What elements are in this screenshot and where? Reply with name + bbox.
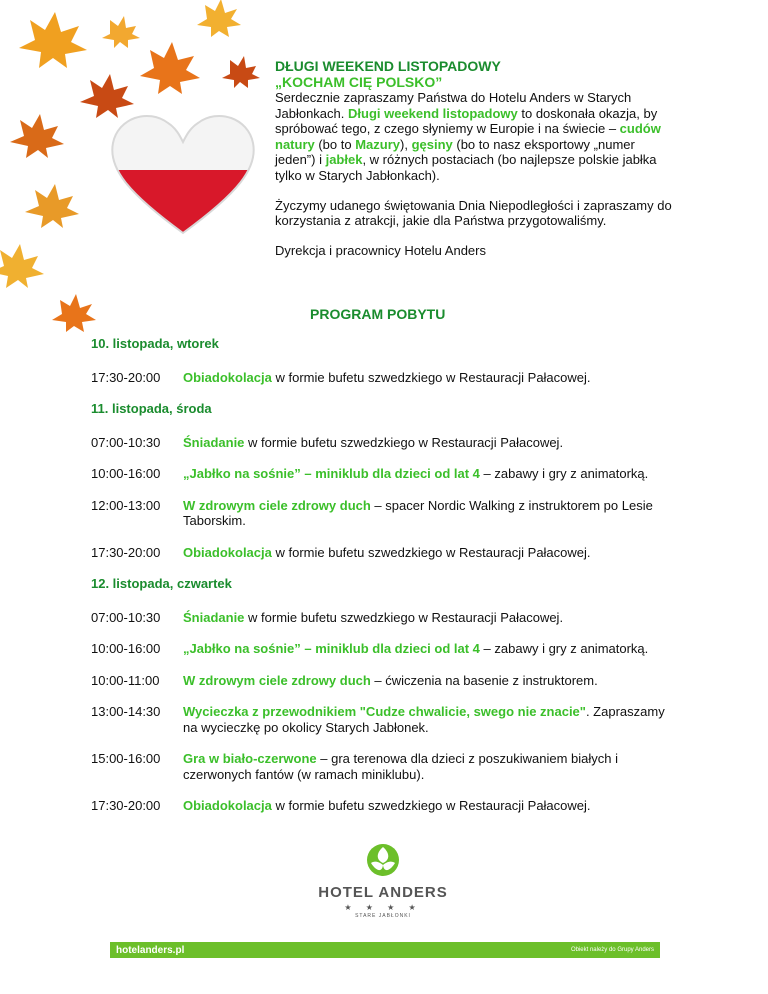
schedule-row <box>91 466 671 482</box>
schedule-row <box>91 751 671 782</box>
schedule-row <box>91 673 671 689</box>
intro-highlight: Długi weekend listopadowy <box>348 105 518 121</box>
activity-name: Obiadokolacja <box>183 798 272 813</box>
activity-description <box>183 370 671 386</box>
activity-description <box>183 435 671 451</box>
schedule-row <box>91 498 671 529</box>
activity-name: Obiadokolacja <box>183 369 272 385</box>
activity-name: Gra w biało-czerwone <box>183 751 317 766</box>
activity-details: – gra terenowa dla dzieci z poszukiwaniem białych i czerwonych fantów (w ramach miniklubu). <box>183 751 618 782</box>
intro-text: to doskonała okazja, by spróbować tego, z czego słyniemy w Europie i na świecie – <box>275 105 658 137</box>
schedule-row <box>91 370 671 386</box>
time-slot: 17:30-20:00 <box>91 544 161 560</box>
footer-url[interactable]: hotelanders.pl <box>116 944 185 956</box>
schedule-row <box>91 704 671 735</box>
activity-details: – ćwiczenia na basenie z instruktorem. <box>370 672 598 688</box>
intro-paragraph <box>275 90 675 184</box>
activity-description <box>183 704 671 735</box>
activity-name: „Jabłko na sośnie” – miniklub dla dzieci od lat 4 <box>183 641 480 656</box>
event-title: DŁUGI WEEKEND LISTOPADOWY <box>275 58 501 74</box>
activity-details: . Zapraszamy na wycieczkę po okolicy Starych Jabłonek. <box>183 704 665 735</box>
intro-highlight: cudów natury <box>275 121 661 152</box>
schedule-row <box>91 545 671 561</box>
time-slot: 10:00-11:00 <box>91 672 160 688</box>
intro-text: , w różnych postaciach (bo najlepsze polskie jabłka tylko w Starych Jabłonkach). <box>275 152 657 183</box>
footer-note: Obiekt należy do Grupy Anders <box>570 947 654 953</box>
schedule-row <box>91 798 671 814</box>
time-slot: 07:00-10:30 <box>91 434 161 450</box>
intro-text: Serdecznie zapraszamy Państwa do Hotelu Anders w Starych Jabłonkach. <box>275 90 632 121</box>
intro-highlight: jabłek <box>325 152 363 168</box>
activity-description <box>183 798 671 814</box>
program-title: PROGRAM POBYTU <box>310 306 446 322</box>
footer-bar <box>110 942 660 958</box>
time-slot: 15:00-16:00 <box>91 751 161 766</box>
activity-name: Obiadokolacja <box>183 544 272 560</box>
logo-name: HOTEL ANDERS <box>318 884 448 901</box>
intro-section <box>275 58 675 258</box>
activity-description <box>183 466 671 482</box>
activity-name: W zdrowym ciele zdrowy duch <box>183 497 371 513</box>
time-slot: 17:30-20:00 <box>91 369 161 385</box>
day-heading: 12. listopada, czwartek <box>91 576 232 591</box>
activity-details: w formie bufetu szwedzkiego w Restauracji Pałacowej. <box>271 798 591 813</box>
activity-name: Śniadanie <box>183 434 245 450</box>
activity-name: W zdrowym ciele zdrowy duch <box>183 672 371 688</box>
time-slot: 07:00-10:30 <box>91 609 161 625</box>
time-slot: 10:00-16:00 <box>91 641 161 656</box>
activity-details: – spacer Nordic Walking z instruktorem po Lesie Taborskim. <box>183 497 653 528</box>
hotel-leaf-icon <box>366 843 400 877</box>
time-slot: 13:00-14:30 <box>91 704 161 719</box>
schedule-row <box>91 435 671 451</box>
activity-details: – zabawy i gry z animatorką. <box>479 641 649 656</box>
activity-name: Wycieczka z przewodnikiem "Cudze chwalicie, swego nie znacie" <box>183 704 586 719</box>
activity-details: w formie bufetu szwedzkiego w Restauracji Pałacowej. <box>271 544 591 560</box>
activity-name: Śniadanie <box>183 609 245 625</box>
schedule-row <box>91 610 671 626</box>
day-heading: 11. listopada, środa <box>91 401 212 416</box>
schedule-row <box>91 641 671 657</box>
intro-text: (bo to nasz eksportowy „numer jeden”) i <box>275 136 635 168</box>
activity-details: w formie bufetu szwedzkiego w Restauracji Pałacowej. <box>244 609 564 625</box>
activity-description <box>183 545 671 561</box>
wishes-paragraph: Życzymy udanego świętowania Dnia Niepodległości i zapraszamy do korzystania z atrakcji, jakie dla Państwa przygotowaliśmy. <box>275 197 672 229</box>
activity-description <box>183 673 671 689</box>
time-slot: 10:00-16:00 <box>91 466 161 481</box>
logo-subtitle: STARE JABŁONKI <box>355 913 411 919</box>
intro-text: ), <box>400 136 412 152</box>
activity-name: „Jabłko na sośnie” – miniklub dla dzieci od lat 4 <box>183 466 480 481</box>
logo-stars: ★ ★ ★ ★ <box>344 903 422 912</box>
activity-description <box>183 498 671 529</box>
event-subtitle: „KOCHAM CIĘ POLSKO” <box>275 74 443 90</box>
time-slot: 12:00-13:00 <box>91 497 161 513</box>
hotel-logo <box>318 843 448 918</box>
intro-highlight: gęsiny <box>411 136 453 152</box>
intro-text: (bo to <box>314 136 356 152</box>
activity-details: w formie bufetu szwedzkiego w Restauracji Pałacowej. <box>271 369 591 385</box>
activity-description <box>183 641 671 657</box>
activity-details: – zabawy i gry z animatorką. <box>479 466 649 481</box>
activity-description <box>183 610 671 626</box>
day-heading: 10. listopada, wtorek <box>91 336 219 351</box>
activity-description <box>183 751 671 782</box>
signature: Dyrekcja i pracownicy Hotelu Anders <box>275 242 486 258</box>
activity-details: w formie bufetu szwedzkiego w Restauracji Pałacowej. <box>244 434 564 450</box>
schedule <box>91 336 671 830</box>
time-slot: 17:30-20:00 <box>91 798 161 813</box>
polish-heart-icon <box>108 108 258 238</box>
intro-highlight: Mazury <box>355 136 400 152</box>
